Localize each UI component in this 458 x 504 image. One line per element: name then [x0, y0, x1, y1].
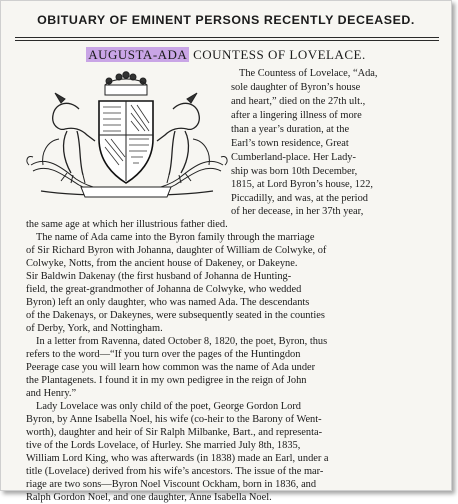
subhead: [1, 47, 451, 63]
body-line: 1815, at Lord Byron’s house, 122,: [231, 179, 373, 190]
body-line: sole daughter of Byron’s house: [231, 82, 361, 93]
subhead-title: COUNTESS OF LOVELACE.: [189, 47, 366, 62]
body-line: Byron, by Anne Isabella Noel, his wife (co-heir to the Barony of Went-: [26, 414, 322, 425]
body-line: and Henry.”: [26, 388, 77, 399]
body-line: of Sir Richard Byron with Johanna, daughter of William de Colwyke, of: [26, 245, 327, 256]
headline-rule: [15, 37, 439, 41]
body-line: Earl’s town residence, Great: [231, 138, 349, 149]
body-line: Colwyke, Notts, from the ancient house of Dakeney, or Dakeyne.: [26, 258, 298, 269]
body-line: Sir Baldwin Dakenay (the first husband of Johanna de Hunting-: [26, 271, 292, 282]
body-line: ship was born 10th December,: [231, 166, 358, 177]
body-line: of the Dakenays, or Dakeynes, were subsequently seated in the counties: [26, 310, 325, 321]
body-line: Piccadilly, and was, at the period: [231, 193, 368, 204]
body-line: riage are two sons—Byron Noel Viscount Ockham, born in 1836, and: [26, 479, 317, 490]
body-line: the Plantagenets. I found it in my own pedigree in the reign of John: [26, 375, 307, 386]
body-line: of her decease, in her 37th year,: [231, 206, 364, 217]
body-line: Ralph Gordon Noel, and one daughter, Anne Isabella Noel.: [26, 492, 272, 503]
coat-of-arms-engraving: [21, 69, 231, 202]
body-line: In a letter from Ravenna, dated October 8, 1820, the poet, Byron, thus: [36, 336, 328, 347]
body-line: after a lingering illness of more: [231, 110, 362, 121]
body-line: Peerage case you will learn how common was the name of Ada under: [26, 362, 316, 373]
body-line: tive of the Lords Lovelace, of Hurley. She married July 8th, 1835,: [26, 440, 301, 451]
highlighted-name: AUGUSTA-ADA: [88, 47, 188, 62]
body-line: title (Lovelace) derived from his wife’s ancestors. The issue of the mar-: [26, 466, 324, 477]
body-line: The name of Ada came into the Byron family through the marriage: [36, 232, 315, 243]
body-line: of Derby, York, and Nottingham.: [26, 323, 163, 334]
body-line: worth), daughter and heir of Sir Ralph Milbanke, Bart., and representa-: [26, 427, 323, 438]
headline: OBITUARY OF EMINENT PERSONS RECENTLY DECEASED.: [37, 13, 415, 27]
body-line: Cumberland-place. Her Lady-: [231, 152, 356, 163]
body-line: Byron) left an only daughter, who was named Ada. The descendants: [26, 297, 310, 308]
body-line: field, the great-grandmother of Johanna de Colwyke, who wedded: [26, 284, 302, 295]
body-line: and heart,” died on the 27th ult.,: [231, 96, 366, 107]
body-line: Lady Lovelace was only child of the poet, George Gordon Lord: [36, 401, 301, 412]
body-line: the same age at which her illustrious father died.: [26, 219, 228, 230]
body-line: The Countess of Lovelace, “Ada,: [239, 68, 378, 79]
body-line: refers to the word—“If you turn over the pages of the Huntingdon: [26, 349, 301, 360]
body-line: than a year’s duration, at the: [231, 124, 350, 135]
body-line: William Lord King, who was afterwards (in 1838) made an Earl, under a: [26, 453, 329, 464]
